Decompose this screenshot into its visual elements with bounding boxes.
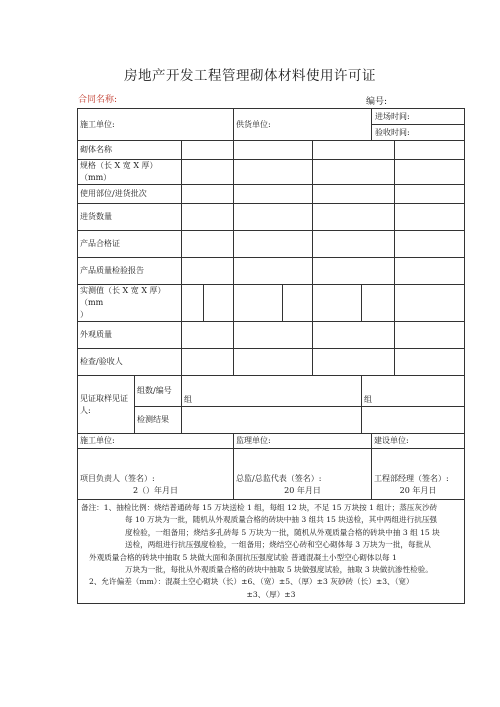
- measured-cell-3[interactable]: [234, 285, 283, 322]
- quality-report-cell-3[interactable]: [313, 258, 395, 285]
- engineering-manager-signature[interactable]: 工程部经理（签名）: 20 年月日: [372, 449, 465, 500]
- measured-cell-7[interactable]: [395, 285, 465, 322]
- contract-name-label: 合同名称:: [78, 95, 118, 105]
- appearance-cell-4[interactable]: [395, 322, 465, 349]
- quality-report-cell-2[interactable]: [234, 258, 313, 285]
- test-result-label: 检测结果: [135, 407, 182, 434]
- usage-cell-3[interactable]: [313, 185, 395, 204]
- certificate-cell-3[interactable]: [313, 231, 395, 258]
- page-title: 房地产开发工程管理砌体材料使用许可证: [124, 68, 376, 84]
- usage-cell-2[interactable]: [234, 185, 313, 204]
- spec-cell-4[interactable]: [395, 160, 465, 185]
- row-appearance: [78, 322, 465, 349]
- certificate-cell-2[interactable]: [234, 231, 313, 258]
- quantity-cell-4[interactable]: [395, 204, 465, 231]
- spec-cell-1[interactable]: [182, 160, 234, 185]
- quality-report-label: 产品质量检验报告: [78, 258, 182, 285]
- quantity-cell-3[interactable]: [313, 204, 395, 231]
- permit-form-table: [77, 108, 465, 604]
- certificate-label: 产品合格证: [78, 231, 182, 258]
- test-result-cell-2[interactable]: [362, 407, 465, 434]
- row-usage: [78, 185, 465, 204]
- row-notes: [78, 500, 465, 604]
- appearance-cell-2[interactable]: [234, 322, 313, 349]
- measured-label: 实测值（长 X 宽 X 厚）（mm ）: [78, 285, 182, 322]
- construction-unit-cell[interactable]: 施工单位:: [78, 109, 234, 141]
- measured-cell-2[interactable]: [204, 285, 234, 322]
- quality-report-cell-1[interactable]: [182, 258, 234, 285]
- header-row: [78, 109, 465, 141]
- measured-cell-4[interactable]: [283, 285, 313, 322]
- row-sign-units: [78, 434, 465, 449]
- quantity-label: 进货数量: [78, 204, 182, 231]
- spec-cell-2[interactable]: [234, 160, 313, 185]
- masonry-name-cell-3[interactable]: [313, 141, 395, 160]
- certificate-cell-1[interactable]: [182, 231, 234, 258]
- usage-label: 使用部位/进货批次: [78, 185, 182, 204]
- certificate-cell-4[interactable]: [395, 231, 465, 258]
- row-quantity: [78, 204, 465, 231]
- usage-cell-4[interactable]: [395, 185, 465, 204]
- row-certificate: [78, 231, 465, 258]
- date-3: 20 年月日: [399, 486, 437, 495]
- supplier-unit-cell[interactable]: 供货单位:: [234, 109, 372, 141]
- spec-cell-3[interactable]: [313, 160, 395, 185]
- sign-builder-unit[interactable]: 建设单位:: [372, 434, 465, 449]
- measured-cell-5[interactable]: [313, 285, 362, 322]
- inspector-label: 检查/验收人: [78, 349, 182, 376]
- masonry-name-cell-2[interactable]: [234, 141, 313, 160]
- project-manager-signature[interactable]: 项目负责人（签名）: 2（）年月日: [78, 449, 234, 500]
- inspector-cell-4[interactable]: [395, 349, 465, 376]
- date-2: 20 年月日: [284, 486, 321, 495]
- sign-supervision-unit[interactable]: 监理单位:: [234, 434, 372, 449]
- appearance-label: 外观质量: [78, 322, 182, 349]
- row-measured: [78, 285, 465, 322]
- group-right-cell[interactable]: 组: [362, 376, 465, 407]
- row-signatures: [78, 449, 465, 500]
- quantity-cell-2[interactable]: [234, 204, 313, 231]
- notes-block: 备注：1、抽检比例：烧结普通砖每 15 万块送检 1 组，每组 12 块，不足 15 万块按 1 组计；蒸压灰沙砖 每 10 万块为一批，随机从外观质量合格的砖块中抽 3 组共 15 块送检，其中两组进行抗压强 度检验，一组备用；烧结多孔砖每 5 万块为一批，随机从外观质量合格的砖块中抽 3 组 15 块 送检，两组进行抗压强度检验，一组备用；烧结空心砖和空心砌体每 3 万块为一批，每批从 外观质量合格的砖块中抽取 5 块做大面和条面抗压强度试验 普通混凝土小型空心砌体以每 1 万块为一批，每批从外观质量合格的砖块中抽取 5 块做强度试验，抽取 3 块做抗渗性检验。 2、允许偏差（mm）：混凝土空心砌块（长）±6、（宽）±5、（厚）±3 灰砂砖（长）±3、（宽） ±3、（厚）±3: [78, 500, 465, 604]
- acceptance-time-field[interactable]: 验收时间:: [372, 124, 464, 140]
- measured-cell-1[interactable]: [182, 285, 204, 322]
- inspector-cell-1[interactable]: [182, 349, 234, 376]
- witness-label: 见证取样见证 人:: [78, 376, 135, 434]
- test-result-cell-1[interactable]: [182, 407, 362, 434]
- group-left-cell[interactable]: 组: [182, 376, 362, 407]
- appearance-cell-1[interactable]: [182, 322, 234, 349]
- row-inspector: [78, 349, 465, 376]
- sign-construction-unit[interactable]: 施工单位:: [78, 434, 234, 449]
- entry-time-field[interactable]: 进场时间:: [375, 112, 410, 121]
- usage-cell-1[interactable]: [182, 185, 234, 204]
- row-witness-group: [78, 376, 465, 407]
- date-1: 2（）年月日: [132, 486, 179, 495]
- spec-label: 规格（长 X 宽 X 厚）（mm）: [78, 160, 182, 185]
- masonry-name-cell-1[interactable]: [182, 141, 234, 160]
- chief-supervisor-signature[interactable]: 总监/总监代表（签名）: 20 年月日: [234, 449, 372, 500]
- appearance-cell-3[interactable]: [313, 322, 395, 349]
- row-spec: [78, 160, 465, 185]
- inspector-cell-3[interactable]: [313, 349, 395, 376]
- row-test-result: [78, 407, 465, 434]
- group-number-label: 组数/编号: [135, 376, 182, 407]
- serial-number-label: 编号:: [366, 97, 388, 107]
- measured-cell-6[interactable]: [362, 285, 395, 322]
- row-quality-report: [78, 258, 465, 285]
- masonry-name-cell-4[interactable]: [395, 141, 465, 160]
- row-masonry-name: [78, 141, 465, 160]
- inspector-cell-2[interactable]: [234, 349, 313, 376]
- quality-report-cell-4[interactable]: [395, 258, 465, 285]
- masonry-name-label: 砌体名称: [78, 141, 182, 160]
- quantity-cell-1[interactable]: [182, 204, 234, 231]
